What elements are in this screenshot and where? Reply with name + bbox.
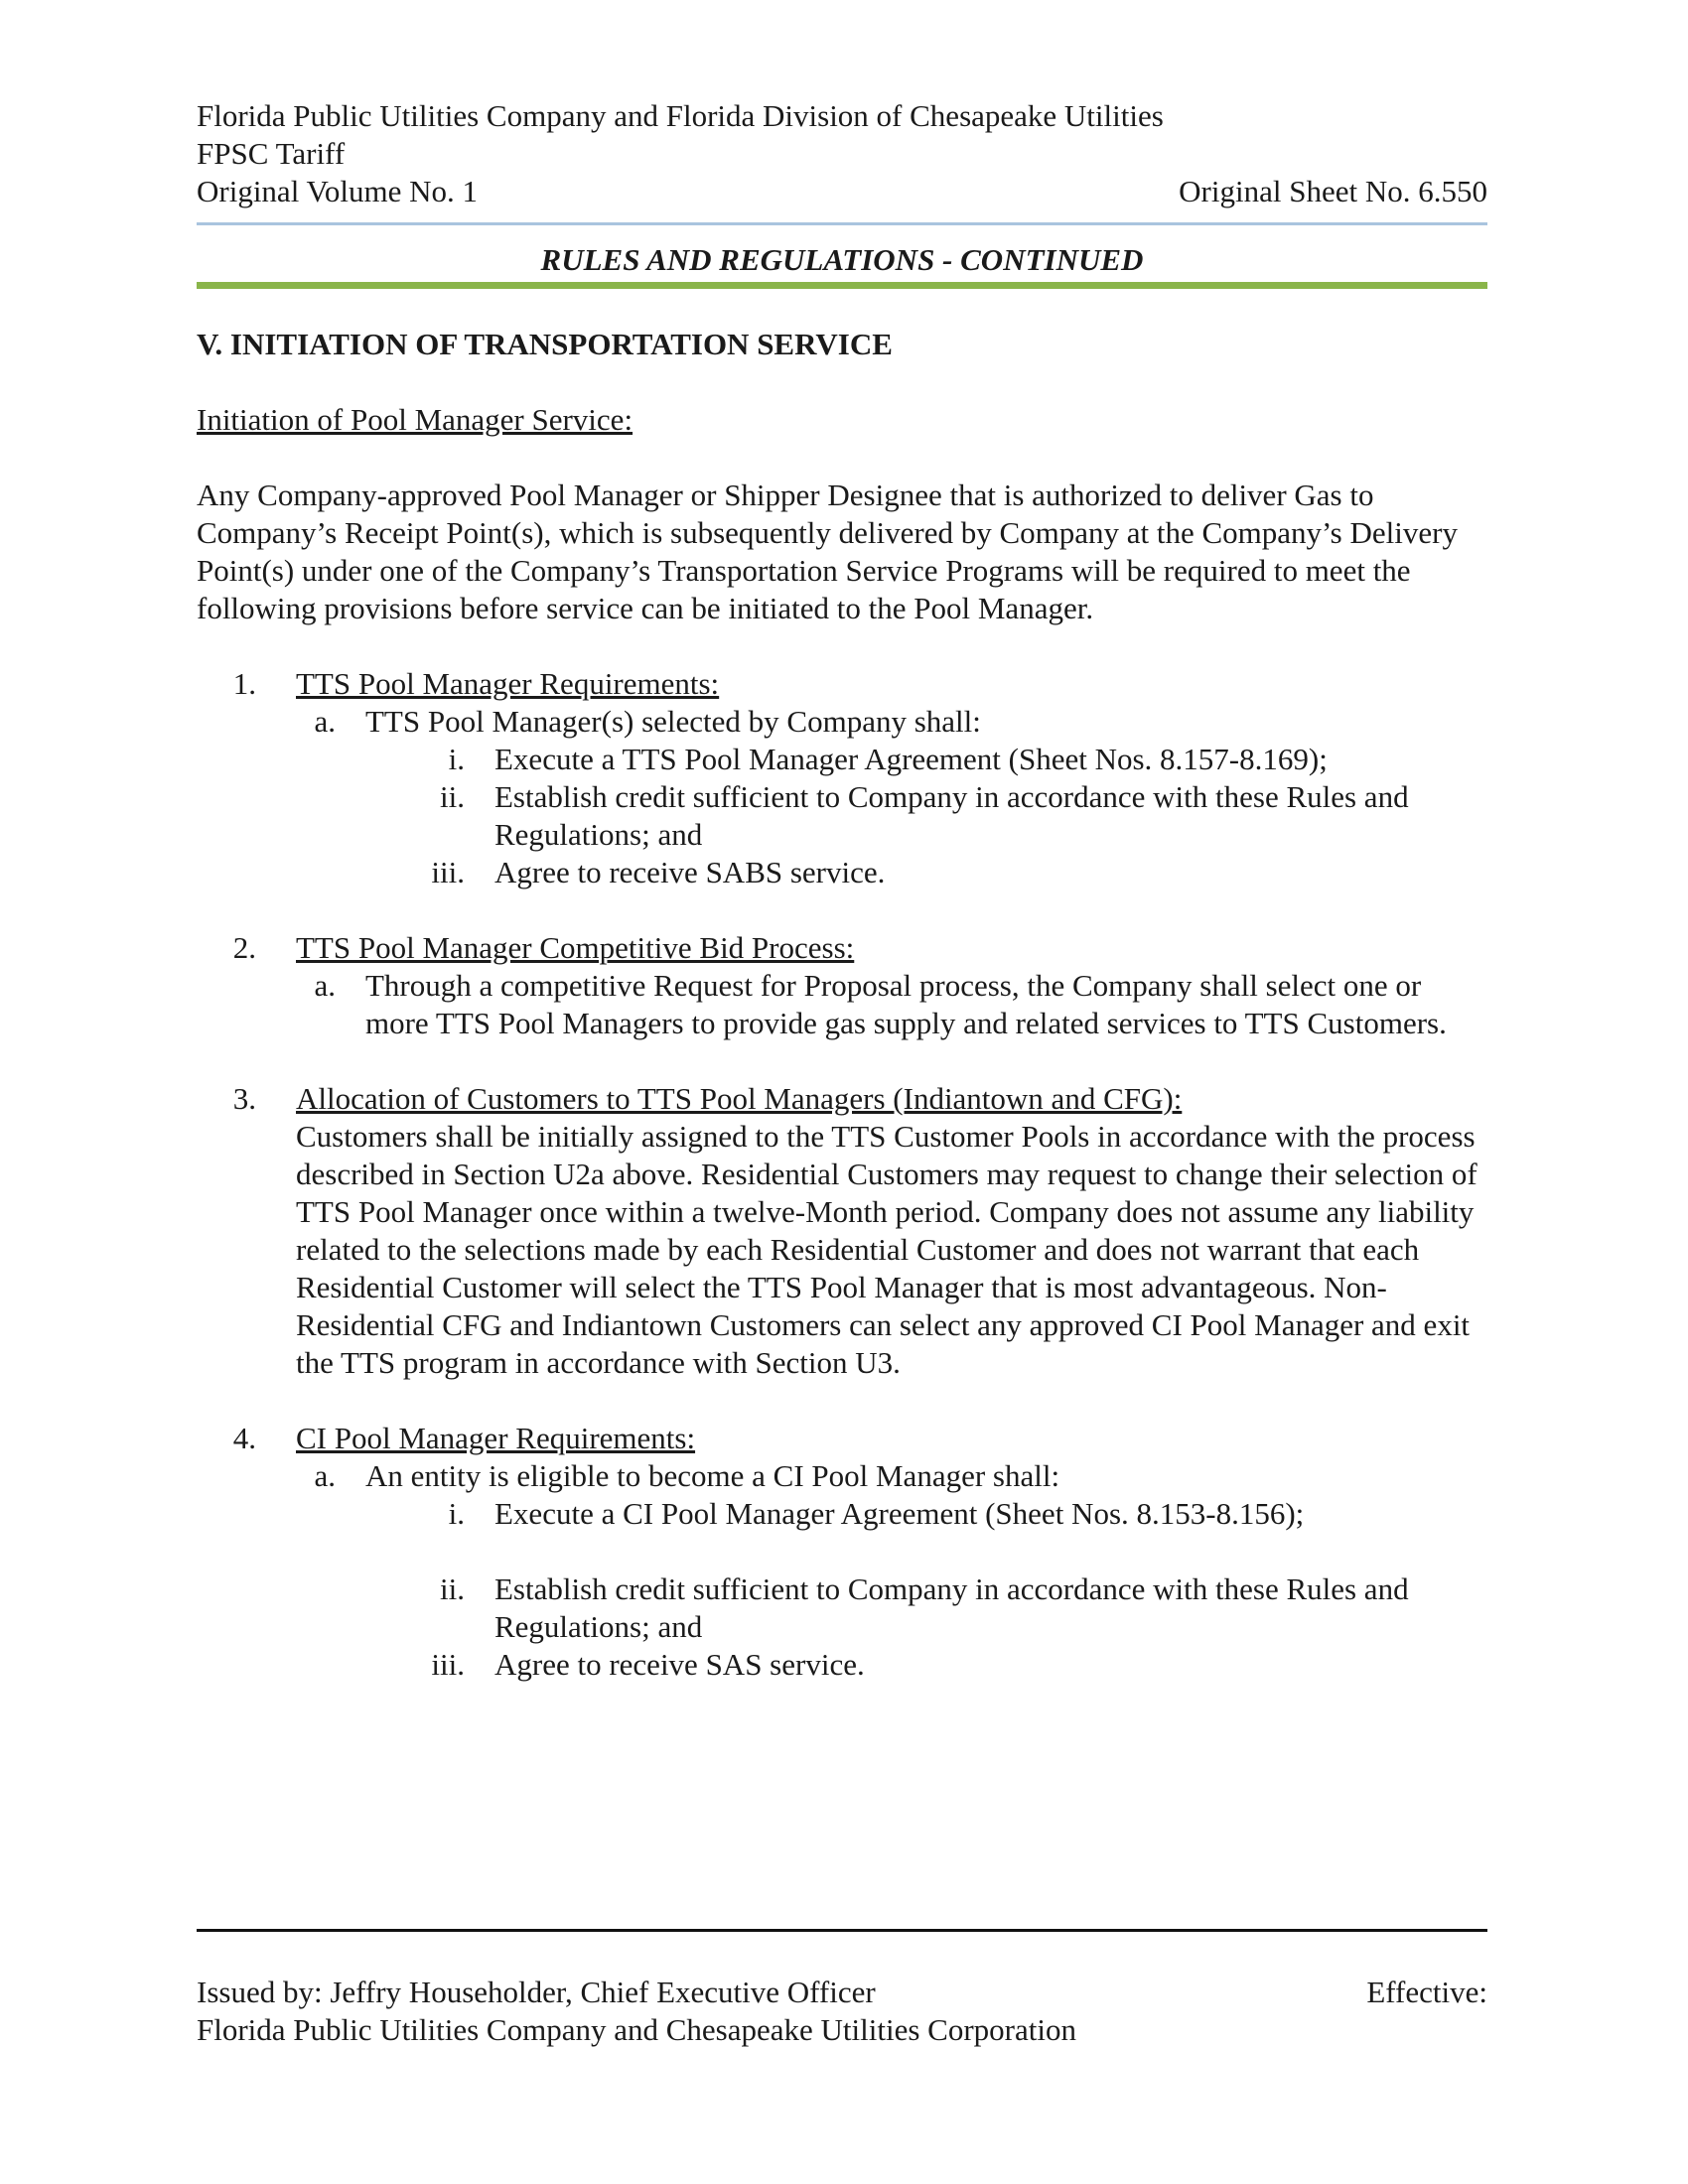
list-item-1 xyxy=(197,665,1487,891)
footer-divider xyxy=(197,1929,1487,1932)
footer-effective: Effective: xyxy=(1366,1975,1487,2009)
list-item-3 xyxy=(197,1080,1487,1382)
roman-item-ii xyxy=(296,778,1487,854)
page-title: RULES AND REGULATIONS - CONTINUED xyxy=(540,242,1144,277)
section-heading: V. INITIATION OF TRANSPORTATION SERVICE xyxy=(197,327,893,361)
sub-item-a xyxy=(296,703,1487,891)
header-sheet-number: Original Sheet No. 6.550 xyxy=(1179,174,1487,208)
roman-text: Execute a TTS Pool Manager Agreement (Sheet Nos. 8.157-8.169); xyxy=(494,742,1328,776)
sub-item-text: Through a competitive Request for Proposal process, the Company shall select one or more TTS Pool Managers to provide gas supply and related services to TTS Customers. xyxy=(365,968,1447,1040)
spacer xyxy=(365,1533,1487,1570)
item-text: Customers shall be initially assigned to the TTS Customer Pools in accordance with the process described in Section U2a above. Residential Customers may request to change their selection of TTS Pool Manager once within a twelve-Month period. Company does not assume any liability related to the selections made by each Residential Customer and does not warrant that each Residential Customer will select the TTS Pool Manager that is most advantageous. Non-Residential CFG and Indiantown Customers can select any approved CI Pool Manager and exit the TTS program in accordance with Section U3. xyxy=(296,1119,1477,1380)
page-footer xyxy=(197,1974,1487,2049)
sub-item-a xyxy=(296,967,1487,1042)
footer-issued-row xyxy=(197,1974,1487,2011)
roman-marker: i. xyxy=(448,742,465,776)
item-heading: TTS Pool Manager Requirements: xyxy=(296,666,720,701)
item-heading: TTS Pool Manager Competitive Bid Process: xyxy=(296,930,855,965)
footer-issued-by: Issued by: Jeffry Householder, Chief Executive Officer xyxy=(197,1975,876,2009)
roman-marker: i. xyxy=(448,1496,465,1531)
header-volume-row xyxy=(197,173,1487,210)
item-number: 1. xyxy=(232,666,256,701)
roman-marker: iii. xyxy=(431,855,465,889)
list-item-4 xyxy=(197,1420,1487,1684)
sub-item-text: An entity is eligible to become a CI Pool Manager shall: xyxy=(365,1458,1060,1493)
roman-item-ii xyxy=(296,1570,1487,1646)
roman-marker: ii. xyxy=(440,1571,465,1606)
item-heading: CI Pool Manager Requirements: xyxy=(296,1421,696,1455)
title-divider xyxy=(197,282,1487,289)
list-item-2 xyxy=(197,929,1487,1042)
roman-text: Establish credit sufficient to Company in accordance with these Rules and Regulations; and xyxy=(494,1571,1409,1644)
header-divider xyxy=(197,222,1487,225)
roman-item-i xyxy=(296,741,1487,778)
roman-text: Establish credit sufficient to Company in accordance with these Rules and Regulations; and xyxy=(494,779,1409,852)
intro-paragraph: Any Company-approved Pool Manager or Shipper Designee that is authorized to deliver Gas to Company’s Receipt Point(s), which is subsequently delivered by Company at the Company’s Delivery Point(s) under one of the Company’s Transportation Service Programs will be required to meet the following provisions before service can be initiated to the Pool Manager. xyxy=(197,478,1458,625)
tariff-page xyxy=(197,97,1487,1684)
roman-marker: ii. xyxy=(440,779,465,814)
item-number: 2. xyxy=(232,930,256,965)
item-number: 4. xyxy=(232,1421,256,1455)
sub-item-marker: a. xyxy=(314,1458,336,1493)
sub-item-a xyxy=(296,1457,1487,1684)
header-company: Florida Public Utilities Company and Florida Division of Chesapeake Utilities xyxy=(197,98,1164,133)
item-heading: Allocation of Customers to TTS Pool Managers (Indiantown and CFG): xyxy=(296,1081,1183,1116)
roman-item-iii xyxy=(296,1646,1487,1684)
footer-company: Florida Public Utilities Company and Chesapeake Utilities Corporation xyxy=(197,2012,1076,2047)
item-number: 3. xyxy=(232,1081,256,1116)
roman-item-i xyxy=(296,1495,1487,1533)
sub-item-marker: a. xyxy=(314,968,336,1003)
header-tariff: FPSC Tariff xyxy=(197,136,346,171)
sub-item-marker: a. xyxy=(314,704,336,739)
sub-heading: Initiation of Pool Manager Service: xyxy=(197,402,633,437)
roman-text: Agree to receive SAS service. xyxy=(494,1647,865,1682)
header-volume: Original Volume No. 1 xyxy=(197,174,479,208)
roman-text: Execute a CI Pool Manager Agreement (Sheet Nos. 8.153-8.156); xyxy=(494,1496,1305,1531)
roman-item-iii xyxy=(296,854,1487,891)
roman-text: Agree to receive SABS service. xyxy=(494,855,886,889)
roman-marker: iii. xyxy=(431,1647,465,1682)
sub-item-text: TTS Pool Manager(s) selected by Company shall: xyxy=(365,704,981,739)
